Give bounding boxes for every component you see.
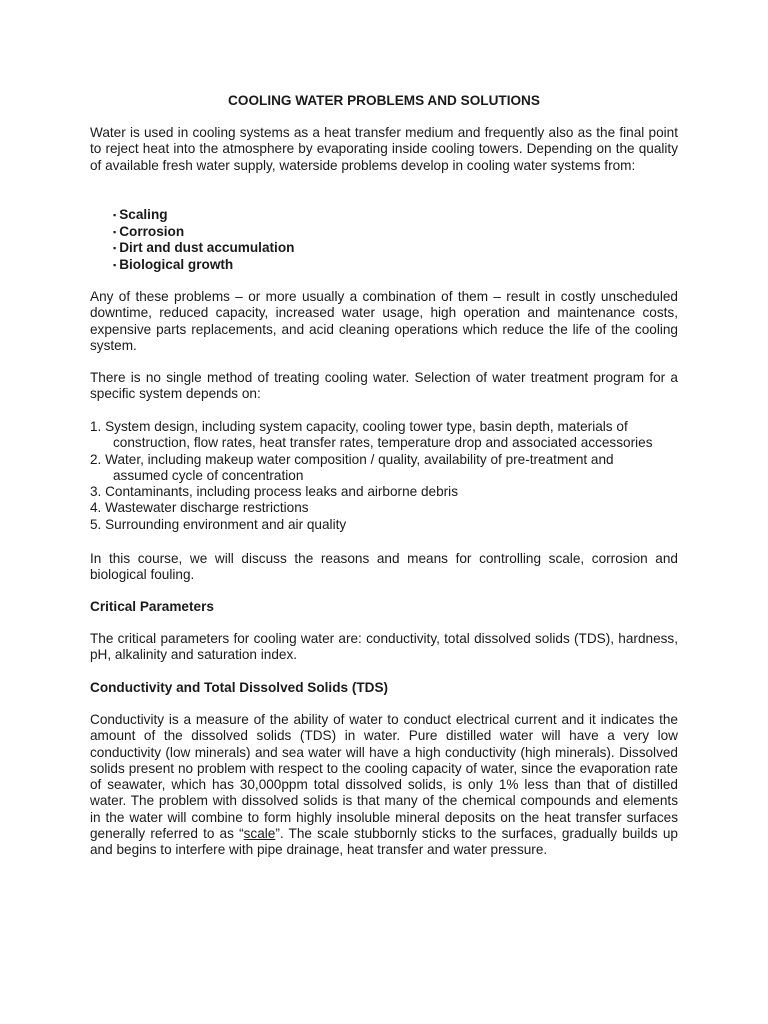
tds-heading: Conductivity and Total Dissolved Solids (TDS) xyxy=(90,680,389,695)
problems-paragraph: Any of these problems – or more usually a combination of them – result in costly unscheduled downtime, reduced capacity, increased water usage, high operation and maintenance costs, expensive parts replacements, and acid cleaning operations which reduce the life of the cooling system. xyxy=(90,289,678,353)
list-item: 2. Water, including makeup water composition / quality, availability of pre-treatment and assumed cycle of concentration xyxy=(90,451,614,483)
list-item: ▪ Dirt and dust accumulation xyxy=(113,240,295,255)
list-item: 3. Contaminants, including process leaks and airborne debris xyxy=(90,484,458,500)
bullet-icon: ▪ xyxy=(113,226,117,237)
list-item: ▪ Biological growth xyxy=(113,256,234,272)
list-item: 1. System design, including system capacity, cooling tower type, basin depth, materials of construction, flow rates, heat transfer rates, temperature drop and associated accessories xyxy=(90,419,653,451)
intro-paragraph: Water is used in cooling systems as a heat transfer medium and frequently also as the final point to reject heat into the atmosphere by evaporating inside cooling towers. Depending on the quality of available fresh water supply, waterside problems develop in cooling water systems from: xyxy=(90,125,678,173)
critical-parameters-heading: Critical Parameters xyxy=(90,599,214,614)
list-item: 4. Wastewater discharge restrictions xyxy=(90,500,309,516)
factor-numbered-list xyxy=(90,419,678,533)
problem-bullet-list xyxy=(113,207,294,273)
course-paragraph: In this course, we will discuss the reasons and means for controlling scale, corrosion and biological fouling. xyxy=(90,551,678,583)
bullet-icon: ▪ xyxy=(113,243,117,253)
list-item: ▪ Corrosion xyxy=(113,223,185,239)
critical-parameters-paragraph: The critical parameters for cooling water are: conductivity, total dissolved solids (TDS), hardness, pH, alkalinity and saturation index. xyxy=(90,631,678,663)
bullet-icon: ▪ xyxy=(113,259,117,270)
scale-term: scale xyxy=(243,826,276,842)
page-title: COOLING WATER PROBLEMS AND SOLUTIONS xyxy=(228,93,540,108)
list-item: 5. Surrounding environment and air quality xyxy=(90,516,347,532)
list-item: ▪ Scaling xyxy=(113,207,168,222)
bullet-icon: ▪ xyxy=(113,210,117,220)
method-paragraph: There is no single method of treating cooling water. Selection of water treatment program for a specific system depends on: xyxy=(90,370,678,402)
tds-paragraph: Conductivity is a measure of the ability of water to conduct electrical current and it indicates the amount of the dissolved solids (TDS) in water. Pure distilled water will have a very low conductivity (low minerals) and sea water will have a high conductivity (high minerals). Dissolved solids present no problem with respect to the cooling capacity of water, since the evaporation rate of seawater, which has 30,000ppm total dissolved solids, is only 1% less than that of distilled water. The problem with dissolved solids is that many of the chemical compounds and elements in the water will combine to form highly insoluble mineral deposits on the heat transfer surfaces generally referred to as “scale”. The scale stubbornly sticks to the surfaces, gradually builds up and begins to interfere with pipe drainage, heat transfer and water pressure. xyxy=(90,712,678,858)
